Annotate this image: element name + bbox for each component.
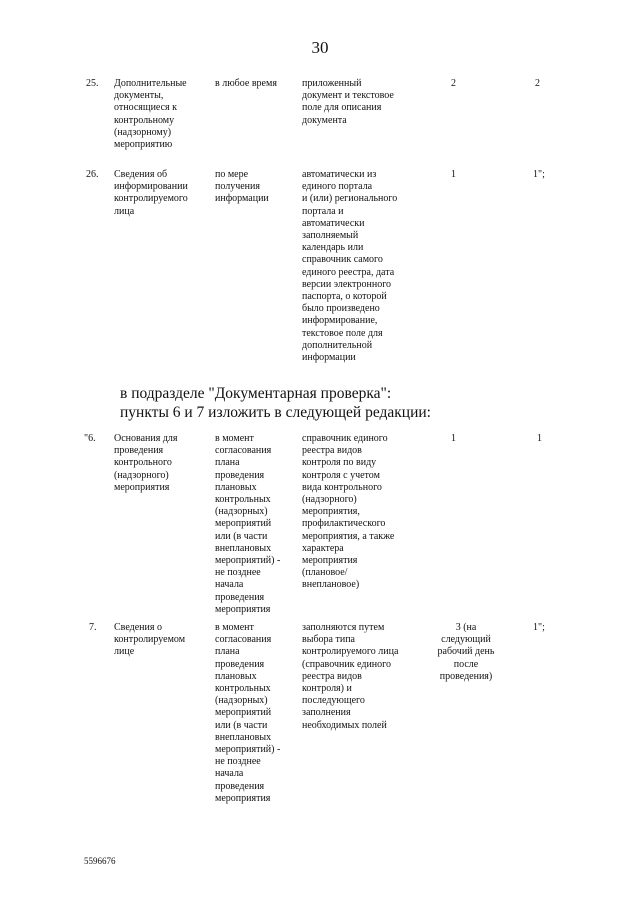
row-number: "6. [84, 433, 96, 444]
page-number: 30 [311, 38, 329, 57]
row-number: 7. [89, 622, 97, 633]
row-value-6: 1"; [533, 622, 545, 633]
row-source: приложенный документ и текстовое поле для описания документа [302, 78, 394, 126]
row-number: 25. [86, 78, 99, 89]
row-value-6: 1"; [533, 169, 545, 180]
row-timing: по мере получения информации [215, 169, 269, 205]
section-heading-line-1: в подразделе "Документарная проверка": [120, 385, 392, 402]
row-source: автоматически из единого портала и (или) регионального портала и автоматически заполняемый календарь или справочник самого единого реестра, дата версии электронного паспорта, о которой было произведено информирование, текстовое поле для дополнительной информации [302, 169, 398, 364]
row-timing: в любое время [215, 78, 277, 89]
row-name: Сведения об информировании контролируемого лица [114, 169, 188, 217]
row-value-5: 1 [451, 433, 456, 444]
row-timing: в момент согласования плана проведения плановых контрольных (надзорных) мероприятий или (в части внеплановых мероприятий) - не позднее начала проведения мероприятия [215, 433, 281, 615]
row-value-5: 3 (на следующий рабочий день после проведения) [437, 622, 495, 682]
document-code: 5596676 [84, 856, 116, 866]
row-value-5: 2 [451, 78, 456, 89]
row-name: Дополнительные документы, относящиеся к контрольному (надзорному) мероприятию [114, 78, 187, 151]
row-name: Сведения о контролируемом лице [114, 622, 186, 658]
row-value-5: 1 [451, 169, 456, 180]
section-heading-line-2: пункты 6 и 7 изложить в следующей редакции: [120, 404, 431, 421]
section-heading [120, 384, 600, 422]
row-source: заполняются путем выбора типа контролируемого лица (справочник единого реестра видов контроля) и последующего заполнения необходимых полей [302, 622, 399, 731]
row-number: 26. [86, 169, 99, 180]
row-value-6: 1 [537, 433, 542, 444]
row-name: Основания для проведения контрольного (надзорного) мероприятия [114, 433, 178, 493]
row-source: справочник единого реестра видов контроля по виду контроля с учетом вида контрольного (надзорного) мероприятия, профилактического мероприятия, а также характера мероприятия (плановое/ внеплановое) [302, 433, 395, 591]
row-timing: в момент согласования плана проведения плановых контрольных (надзорных) мероприятий или (в части внеплановых мероприятий) - не позднее начала проведения мероприятия [215, 622, 281, 804]
row-value-6: 2 [535, 78, 540, 89]
